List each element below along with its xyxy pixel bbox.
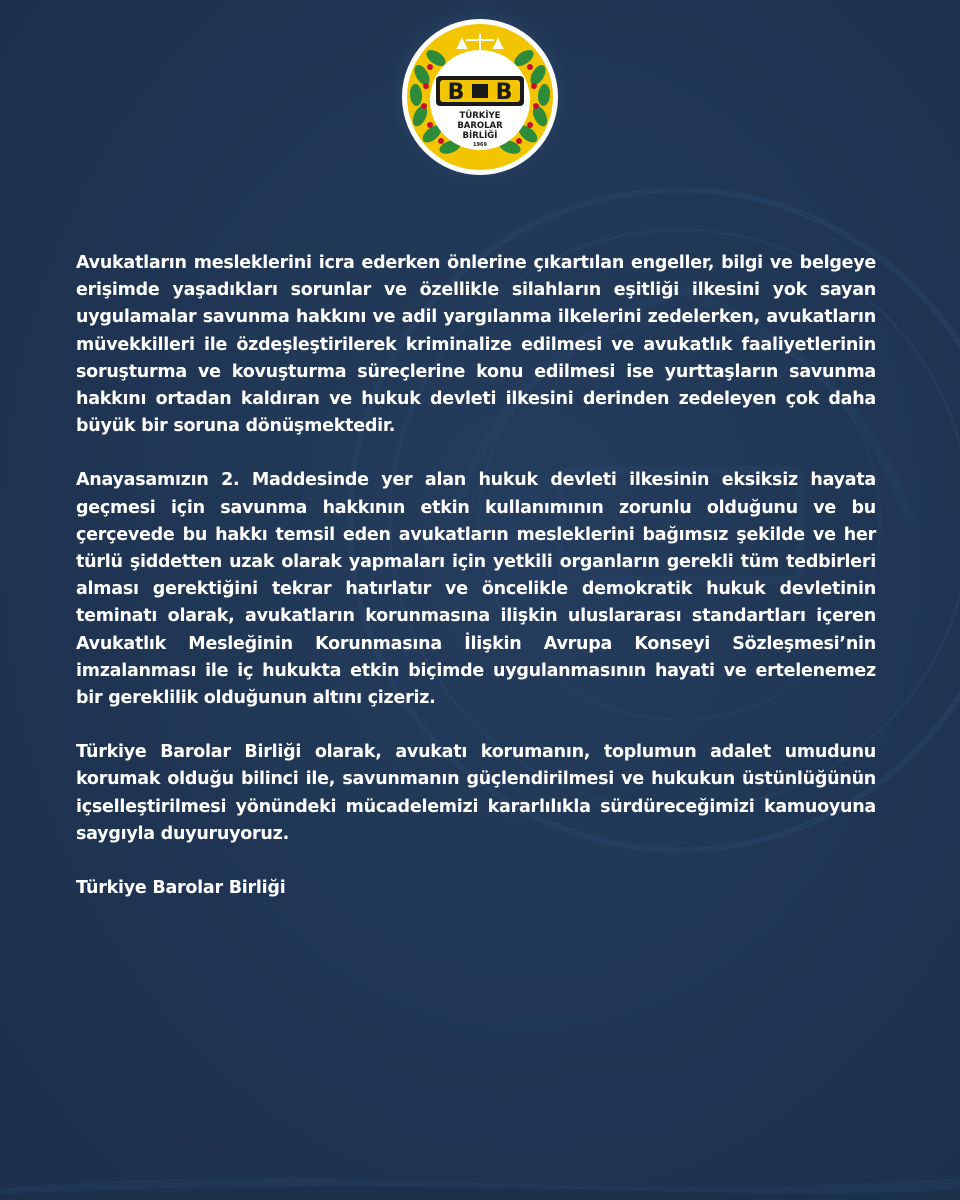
logo-monogram-left: B	[447, 80, 465, 105]
statement-paragraph-1: Avukatların mesleklerini icra ederken önlerine çıkartılan engeller, bilgi ve belgeye erişimde yaşadıkları sorunlar ve özellikle silahların eşitliği ilkesini yok sayan uygulamalar savunma hakkını ve adil yargılanma ilkelerini zedelerken, avukatların müvekkilleri ile özdeşleştirilerek kriminalize edilmesi ve avukatlık faaliyetlerinin soruşturma ve kovuşturma süreçlerine konu edilmesi ise yurttaşların savunma hakkını ortadan kaldıran ve hukuk devleti ilkesini derinden zedeleyen çok daha büyük bir soruna dönüşmektedir.	[76, 253, 876, 437]
logo-monogram-right: B	[495, 80, 513, 105]
logo-year: 1969	[473, 142, 487, 148]
bottom-decoration	[0, 1160, 960, 1200]
logo-line-1: TÜRKİYE	[459, 111, 501, 121]
logo-line-2: BAROLAR	[457, 121, 503, 131]
tbb-logo	[380, 0, 580, 200]
statement-body	[76, 250, 876, 902]
statement-paragraph-3: Türkiye Barolar Birliği olarak, avukatı korumanın, toplumun adalet umudunu korumak olduğu bilinci ile, savunmanın güçlendirilmesi ve hukukun üstünlüğünün içselleştirilmesi yönündeki mücadelemizi kararlılıkla sürdüreceğimizi kamuoyuna saygıyla duyuruyoruz.	[76, 742, 876, 844]
statement-signature: Türkiye Barolar Birliği	[76, 878, 286, 899]
logo-line-3: BİRLİĞİ	[462, 131, 498, 141]
statement-paragraph-2: Anayasamızın 2. Maddesinde yer alan hukuk devleti ilkesinin eksiksiz hayata geçmesi için savunma hakkının etkin kullanımının zorunlu olduğunu ve bu çerçevede bu hakkı temsil eden avukatların mesleklerini bağımsız şekilde ve her türlü şiddetten uzak olarak yapmaları için yetkili organların gerekli tüm tedbirleri alması gerektiğini tekrar hatırlatır ve öncelikle demokratik hukuk devletinin teminatı olarak, avukatların korunmasına ilişkin uluslararası standartları içeren Avukatlık Mesleğinin Korunmasına İlişkin Avrupa Konseyi Sözleşmesi’nin imzalanması ile iç hukukta etkin biçimde uygulanmasının hayati ve ertelenemez bir gereklilik olduğunun altını çizeriz.	[76, 470, 876, 709]
